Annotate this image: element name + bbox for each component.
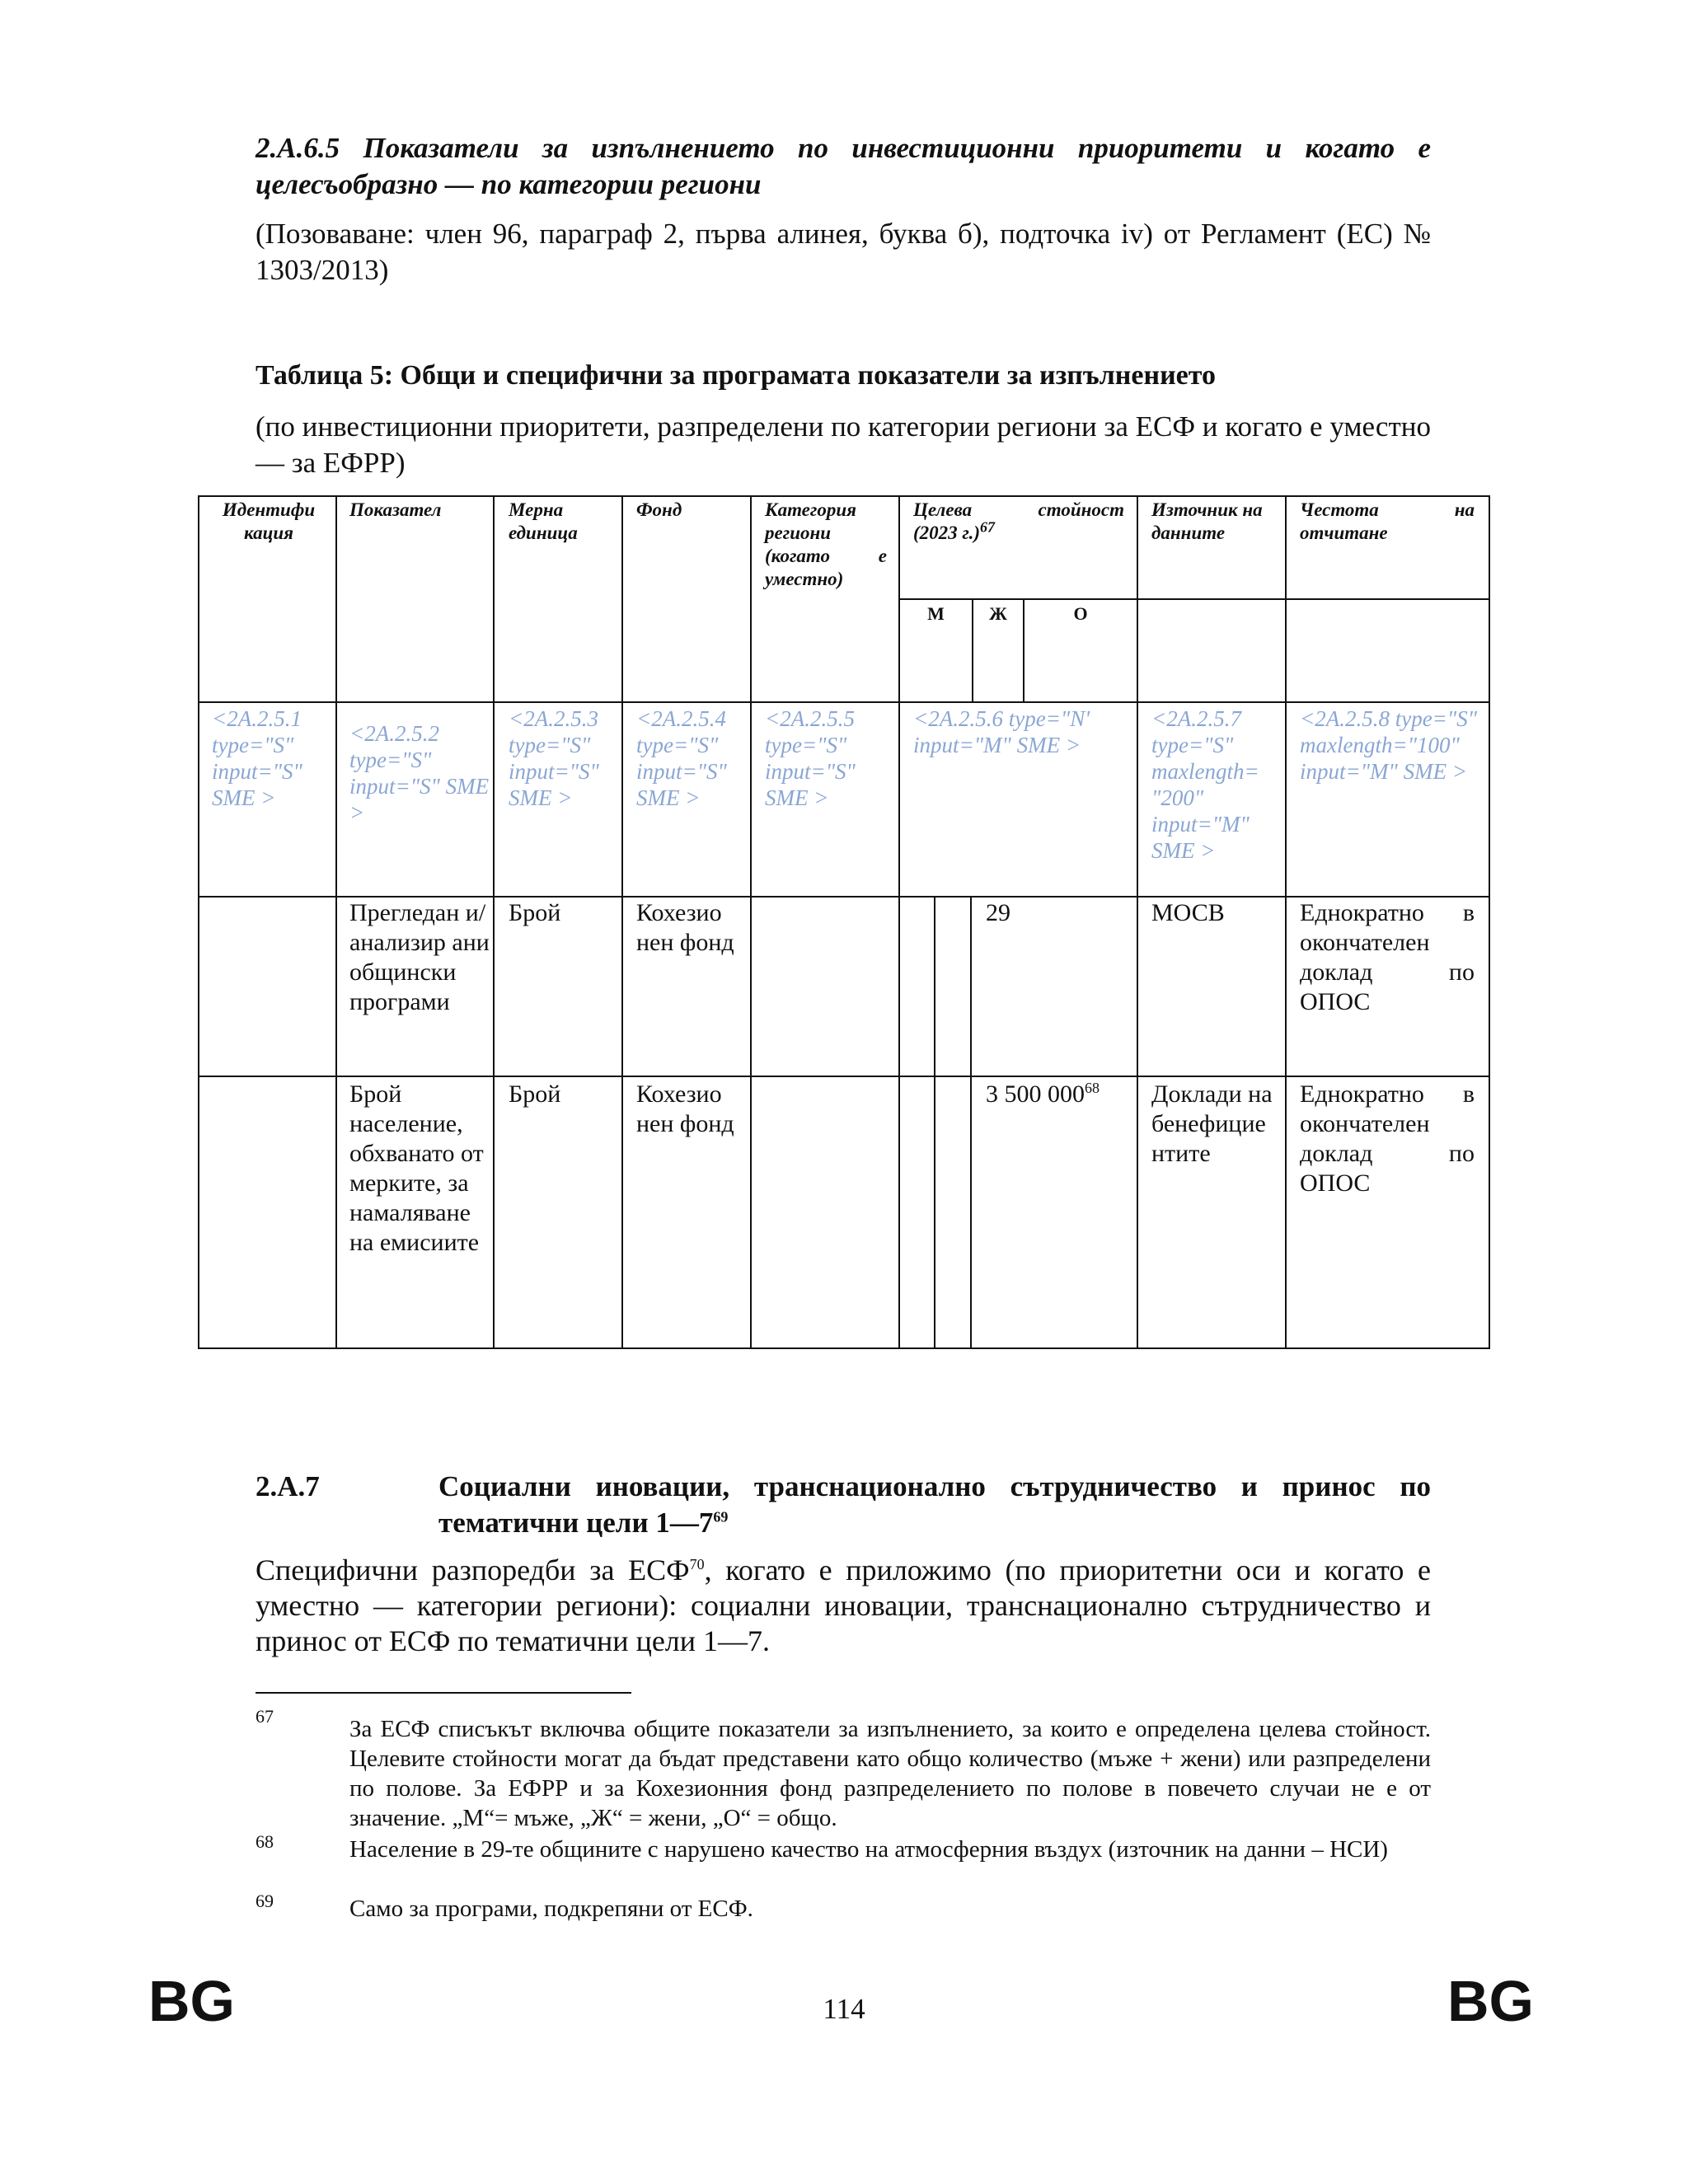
language-mark-right: BG [1447,1969,1534,2033]
header-fund: Фонд [636,499,682,520]
footnote-68-number: 68 [256,1831,274,1852]
footnote-ref-67: 67 [980,518,996,536]
header-women: Ж [989,603,1007,624]
code-unit: <2A.2.5.3 type="S" input="S" SME > [509,706,599,810]
header-data-source: Източник на данните [1151,499,1263,543]
header-men: М [927,603,945,624]
footnote-69-number: 69 [256,1891,274,1911]
section2-title-text: Социални иновации, транснационално сътрудничество и принос по тематични цели 1—7 [438,1470,1431,1539]
code-identification: <2A.2.5.1 type="S" input="S" SME > [212,706,302,810]
row1-total-value [986,898,1134,928]
footnote-67-text: За ЕСФ списъкът включва общите показатели за изпълнението, за които е определена целева стойност. Целевите стойности могат да бъдат представени като общо количество (мъже + жени) или разпределени по полове. За ЕФРР и за Кохезионния фонд разпределението по полове в повечето случаи не е от значение. „М“= мъже, „Ж“ = жени, „О“ = общо. [349,1716,1431,1831]
row1-fund: Кохезио нен фонд [636,899,734,956]
code-target-value: <2A.2.5.6 type="N' input="M" SME > [913,706,1090,757]
row2-indicator: Брой население, обхванато от мерките, за намаляване на емисиите [349,1080,484,1256]
row1-total-number: 29 [986,899,1010,926]
header-identification: Идентифи кация [222,499,316,543]
language-mark-left: BG [148,1969,235,2033]
code-fund: <2A.2.5.4 type="S" input="S" SME > [636,706,727,810]
header-unit: Мерна единица [509,499,578,543]
footnote-separator [256,1692,631,1694]
row2-total-footnote: 68 [1085,1080,1100,1096]
row2-reporting-frequency: Еднократно в окончателен доклад по ОПОС [1300,1080,1475,1197]
table-subtitle: (по инвестиционни приоритети, разпределени по категории региони за ЕСФ и когато е уместно — за ЕФРР) [256,410,1431,479]
row2-total-number: 3 500 000 [986,1080,1085,1108]
row2-unit: Брой [509,1080,561,1108]
section-reference: (Позоваване: член 96, параграф 2, първа алинея, буква б), подточка iv) от Регламент (ЕС) № 1303/2013) [256,218,1431,286]
footnote-69-text: Само за програми, подкрепяни от ЕСФ. [349,1896,753,1922]
section2-body [256,1553,1431,1659]
header-indicator: Показател [349,499,442,520]
section2-number: 2.A.7 [256,1470,320,1502]
table-title: Таблица 5: Общи и специфични за програмата показатели за изпълнението [256,360,1216,391]
row1-unit: Брой [509,899,561,926]
body-text-end: , когато е приложимо (по приоритетни оси и когато е уместно — категории региони): социални иновации, транснационално сътрудничество и принос от ЕСФ по тематични цели 1—7. [256,1554,1432,1657]
row2-fund: Кохезио нен фонд [636,1080,734,1137]
body-text-start: Специфични разпоредби за ЕСФ [256,1554,690,1586]
code-indicator: <2A.2.5.2 type="S" input="S" SME > [349,721,490,825]
section-heading: 2.A.6.5 Показатели за изпълнението по инвестиционни приоритети и когато е целесъобразно — по категории региони [256,132,1431,200]
code-region-category: <2A.2.5.5 type="S" input="S" SME > [765,706,856,810]
row2-total-value [986,1080,1134,1109]
footnote-68-text: Население в 29-те общините с нарушено качество на атмосферния въздух (източник на данни – НСИ) [349,1836,1388,1863]
code-data-source: <2A.2.5.7 type="S" maxlength= "200" input="M" SME > [1151,706,1259,863]
row1-reporting-frequency: Еднократно в окончателен доклад по ОПОС [1300,899,1475,1015]
row2-data-source: Доклади на бенефицие нтите [1151,1080,1273,1167]
code-reporting-frequency: <2A.2.5.8 type="S" maxlength="100" input="M" SME > [1300,706,1478,784]
page-number: 114 [823,1993,865,2025]
section2-title [438,1469,1431,1541]
footnote-ref-70: 70 [689,1556,705,1572]
header-target-value: Целева стойност (2023 г.)$^{67}$ [913,499,1124,543]
row1-indicator: Прегледан и/анализир ани общински програми [349,899,490,1015]
footnote-67-number: 67 [256,1706,274,1727]
footnote-ref-69: 69 [713,1508,729,1526]
row1-data-source: МОСВ [1151,899,1225,926]
header-region-category: Категория региони (когато е уместно) [765,499,887,589]
header-reporting-frequency: Честота на отчитане [1300,499,1475,543]
header-total: О [1073,603,1088,624]
